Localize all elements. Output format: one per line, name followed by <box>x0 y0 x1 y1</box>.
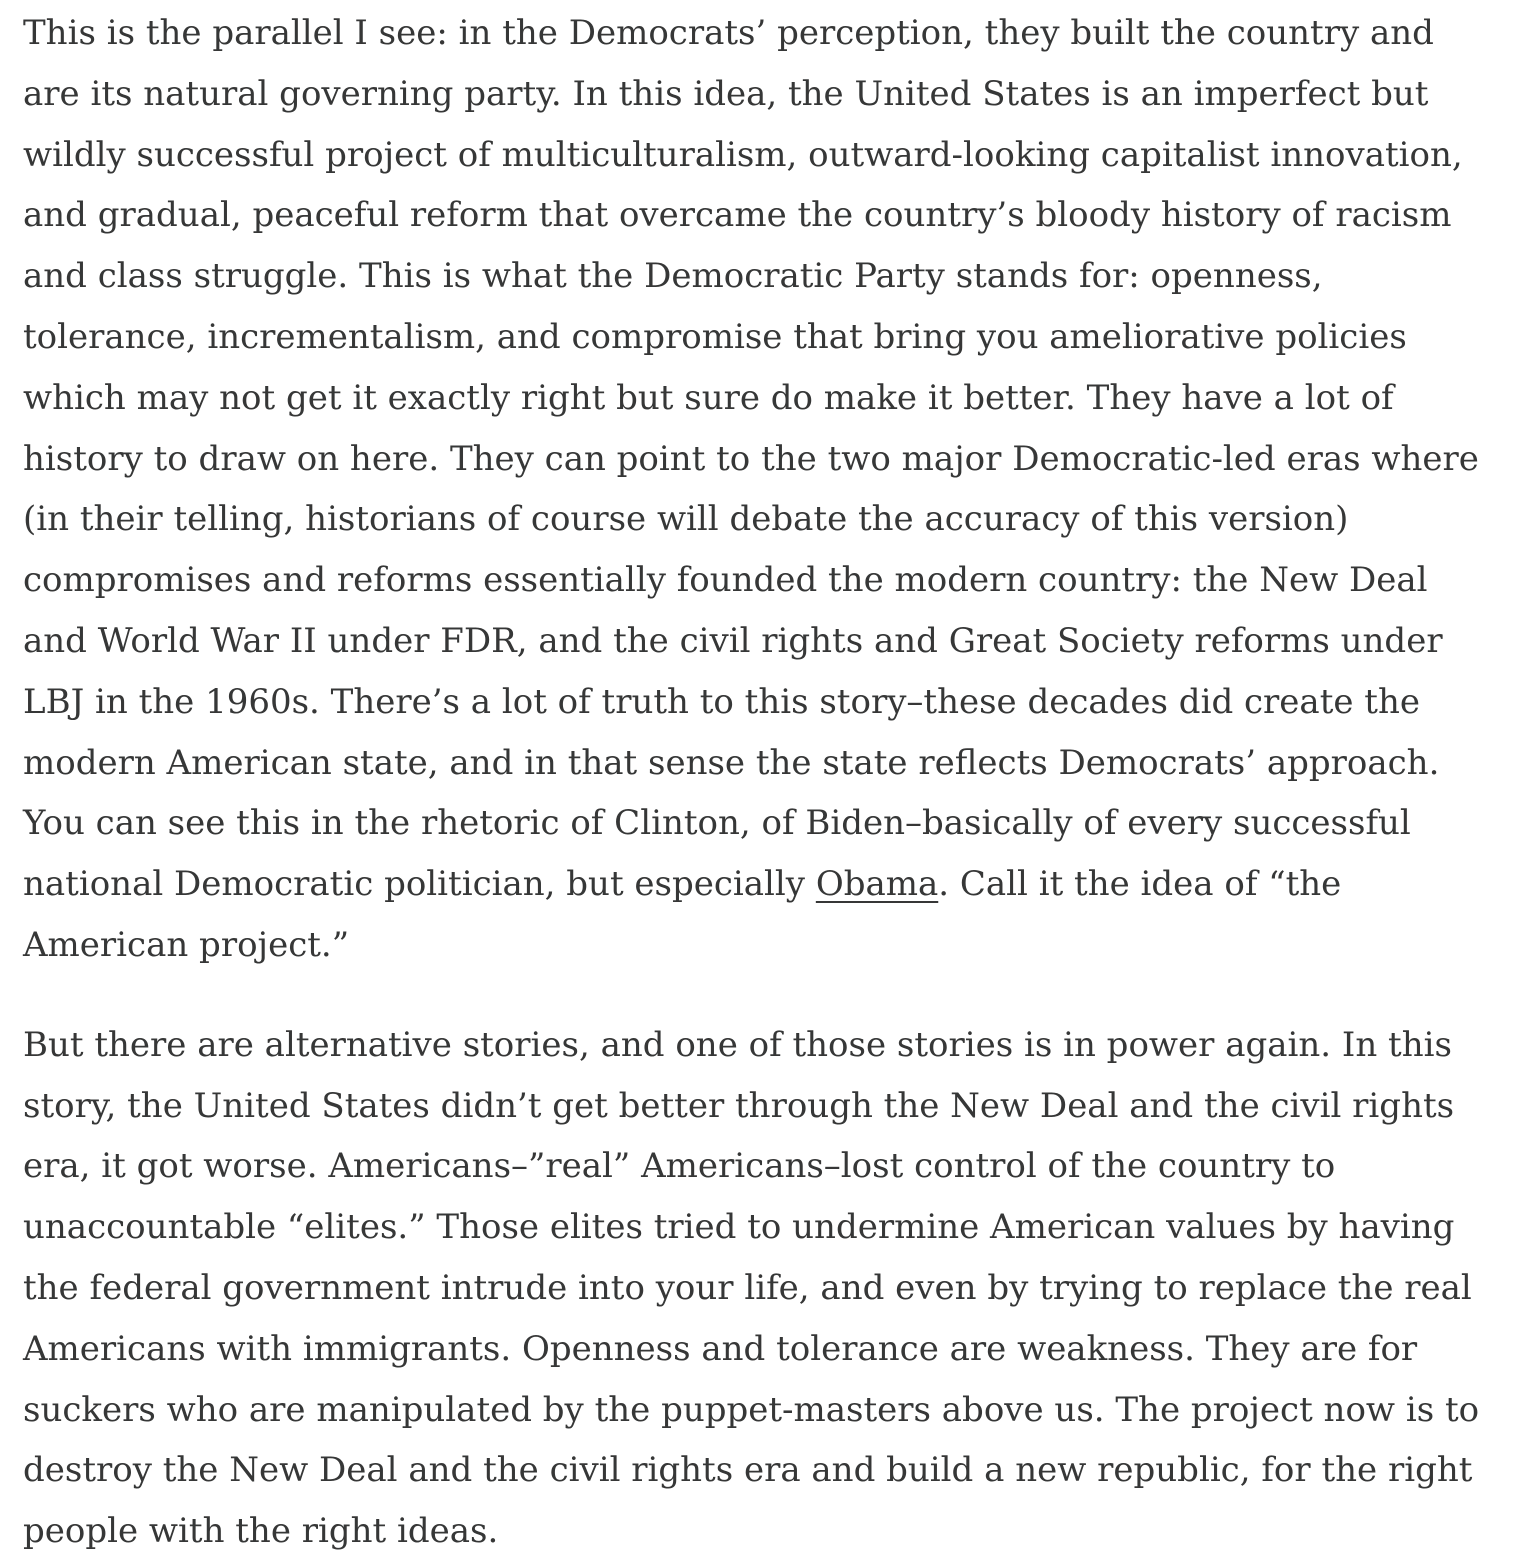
obama-link[interactable]: Obama <box>815 864 939 905</box>
paragraph-alternative-stories: But there are alternative stories, and one of those stories is in power again. In this story, the United States didn’t get better through the New Deal and the civil rights era, it got worse. Americans–”real” Americans–lost control of the country to unaccountable “elites.” Those elites tried to undermine American values by having the federal government intrude into your life, and even by trying to replace the real Americans with immigrants. Openness and tolerance are weakness. They are for suckers who are manipulated by the puppet-masters above us. The project now is to destroy the New Deal and the civil rights era and build a new republic, for the right people with the right ideas. <box>23 1024 1480 1552</box>
article-body <box>23 3 1493 1562</box>
paragraph-1-text: This is the parallel I see: in the Democrats’ perception, they built the country and are its natural governing party. In this idea, the United States is an imperfect but wildly successful project of multiculturalism, outward-looking capitalist innovation, and gradual, peaceful reform that overcame the country’s bloody history of racism and class struggle. This is what the Democratic Party stands for: openness, tolerance, incrementalism, and compromise that bring you ameliorative policies which may not get it exactly right but sure do make it better. They have a lot of history to draw on here. They can point to the two major Democratic-led eras where (in their telling, historians of course will debate the accuracy of this version) compromises and reforms essentially founded the modern country: the New Deal and World War II under FDR, and the civil rights and Great Society reforms under LBJ in the 1960s. There’s a lot of truth to this story–these decades did create the modern American state, and in that sense the state reflects Democrats’ approach. You can see this in the rhetoric of Clinton, of Biden–basically of every successful national Democratic politician, but especially <box>23 13 1479 905</box>
paragraph-1-text-end: . Call it the idea of “the American project.” <box>23 864 1342 965</box>
paragraph-american-project <box>23 3 1493 976</box>
